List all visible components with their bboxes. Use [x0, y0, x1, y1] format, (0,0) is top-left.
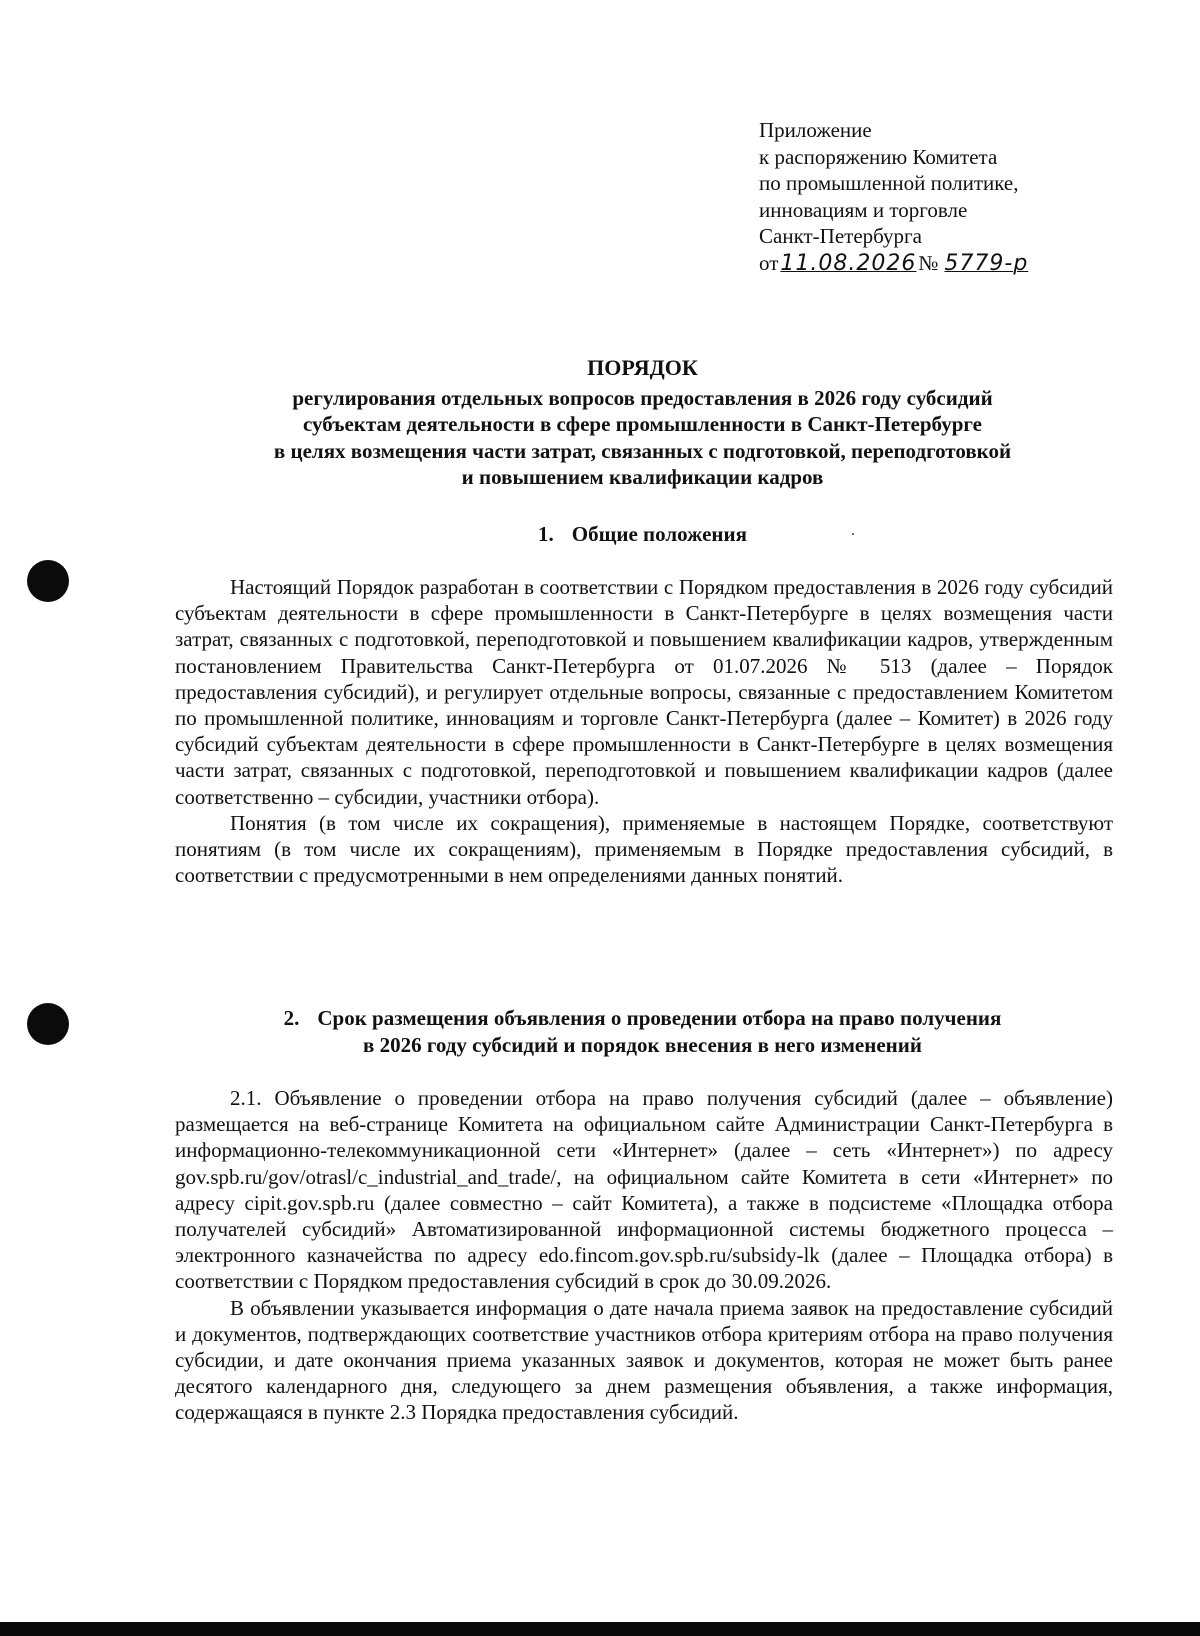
punch-hole-top: [27, 560, 69, 602]
number-label: №: [918, 250, 939, 275]
section-number: 2.: [283, 1006, 300, 1030]
section-title: Срок размещения объявления о проведении отбора на право получения: [317, 1006, 1002, 1030]
title-main: ПОРЯДОК: [587, 355, 698, 380]
section-2-heading: [170, 1005, 1115, 1058]
appendix-line: Приложение: [759, 118, 872, 142]
section-2-title-line: [170, 1005, 1115, 1032]
handwritten-number: 5779-р: [944, 250, 1029, 276]
document-title: [170, 355, 1115, 491]
paragraph: Настоящий Порядок разработан в соответствии с Порядком предоставления в 2026 году субсидий субъектам деятельности в сфере промышленности в Санкт-Петербурге в целях возмещения части затрат, связанных с подготовкой, переподготовкой и повышением квалификации кадров, утвержденным постановлением Правительства Санкт-Петербурга от 01.07.2026 № 513 (далее – Порядок предоставления субсидий), и регулирует отдельные вопросы, связанные с предоставлением Комитетом по промышленной политике, инновациям и торговле Санкт-Петербурга (далее – Комитет) в 2026 году субсидий субъектам деятельности в сфере промышленности в Санкт-Петербурге в целях возмещения части затрат, связанных с подготовкой, переподготовкой и повышением квалификации кадров (далее соответственно – субсидии, участники отбора).: [175, 575, 1113, 809]
scan-edge-bar: [0, 1622, 1200, 1636]
title-line: регулирования отдельных вопросов предоставления в 2026 году субсидий: [292, 385, 993, 410]
section-1-body: [175, 574, 1113, 888]
paragraph: В объявлении указывается информация о дате начала приема заявок на предоставление субсидий и документов, подтверждающих соответствие участников отбора критериям отбора на право получения субсидии, и дате окончания приема указанных заявок и документов, которая не может быть ранее десятого календарного дня, следующего за днем размещения объявления, а также информация, содержащаяся в пункте 2.3 Порядка предоставления субсидий.: [175, 1295, 1113, 1425]
appendix-header: [759, 117, 1139, 277]
appendix-line: к распоряжению Комитета: [759, 144, 998, 169]
from-label: от: [759, 250, 779, 275]
appendix-line: Санкт-Петербурга: [759, 224, 922, 248]
appendix-line: по промышленной политике,: [759, 171, 1019, 195]
appendix-date-line: [759, 250, 1139, 278]
paragraph: Понятия (в том числе их сокращения), применяемые в настоящем Порядке, соответствуют понятиям (в том числе их сокращениям), применяемым в Порядке предоставления субсидий, в соответствии с предусмотренными в нем определениями данных понятий.: [175, 810, 1113, 888]
section-2-body: [175, 1085, 1113, 1426]
section-1-heading: [170, 521, 1115, 548]
title-line: и повышением квалификации кадров: [461, 465, 824, 489]
punch-hole-bottom: [27, 1003, 69, 1045]
paragraph: 2.1. Объявление о проведении отбора на право получения субсидий (далее – объявление) размещается на веб-странице Комитета на официальном сайте Администрации Санкт-Петербурга в информационно-телекоммуникационной сети «Интернет» (далее – сеть «Интернет») по адресу gov.spb.ru/gov/otrasl/c_industrial_and_trade/, на официальном сайте Комитета в сети «Интернет» по адресу cipit.gov.spb.ru (далее совместно – сайт Комитета), а также в подсистеме «Площадка отбора получателей субсидий» Автоматизированной информационной системы бюджетного процесса – электронного казначейства по адресу edo.fincom.gov.spb.ru/subsidy-lk (далее – Площадка отбора) в соответствии с Порядком предоставления субсидий в срок до 30.09.2026.: [175, 1086, 1113, 1294]
section-2-title-line: в 2026 году субсидий и порядок внесения в него изменений: [363, 1032, 922, 1057]
handwritten-date: 11.08.2026: [780, 250, 917, 276]
section-number: 1.: [538, 522, 554, 546]
appendix-line: инновациям и торговле: [759, 197, 968, 222]
title-line: в целях возмещения части затрат, связанных с подготовкой, переподготовкой: [273, 438, 1012, 463]
section-title: Общие положения: [571, 522, 747, 546]
title-line: субъектам деятельности в сфере промышленности в Санкт-Петербурге: [303, 412, 982, 436]
